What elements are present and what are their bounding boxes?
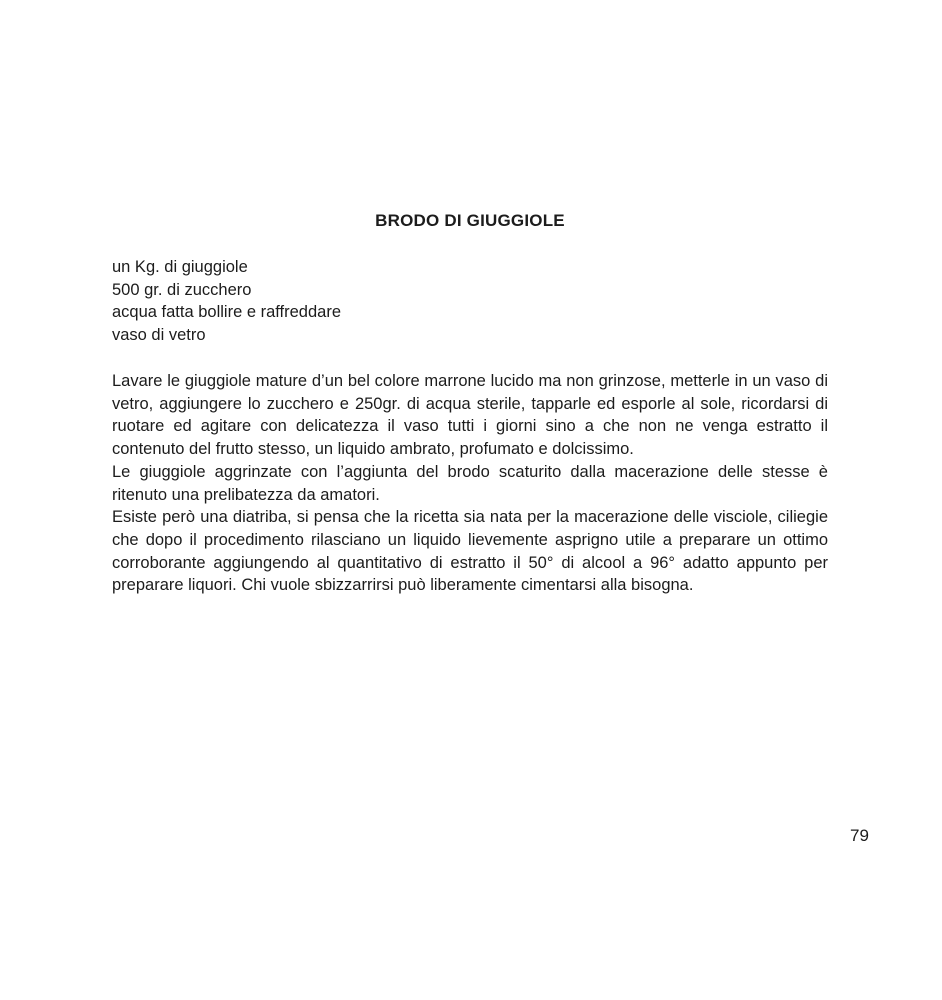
ingredient-list [112, 256, 828, 347]
ingredient-line: vaso di vetro [112, 326, 206, 345]
paragraph-preparation: Lavare le giuggiole mature d’un bel colore marrone lucido ma non grinzose, metterle in un vaso di vetro, aggiungere lo zucchero e 250gr. di acqua sterile, tapparle ed esporle al sole, ricordarsi di ruotare ed agitare con delicatezza il vaso tutti i giorni sino a che non ne venga estratto il contenuto del frutto stesso, un liquido ambrato, profumato e dolcissimo. [112, 372, 828, 459]
ingredient-line: acqua fatta bollire e raffreddare [112, 303, 342, 322]
recipe-title: BRODO DI GIUGGIOLE [375, 211, 565, 230]
ingredient-line: 500 gr. di zucchero [112, 280, 252, 299]
paragraph-delicacy: Le giuggiole aggrinzate con l’aggiunta del brodo scaturito dalla macerazione delle stesse è ritenuto una prelibatezza da amatori. [112, 462, 828, 504]
ingredient-line: un Kg. di giuggiole [112, 258, 248, 276]
paragraph-diatribe: Esiste però una diatriba, si pensa che la ricetta sia nata per la macerazione delle visciole, ciliegie che dopo il procedimento rilasciano un liquido lievemente asprigno utile a preparare un ottimo corroborante aggiungendo al quantitativo di estratto il 50° di alcool a 96° adatto appunto per preparare liquori. Chi vuole sbizzarrirsi può liberamente cimentarsi alla bisogna. [112, 508, 828, 595]
page-number: 79 [850, 826, 869, 845]
recipe-body [112, 370, 828, 597]
